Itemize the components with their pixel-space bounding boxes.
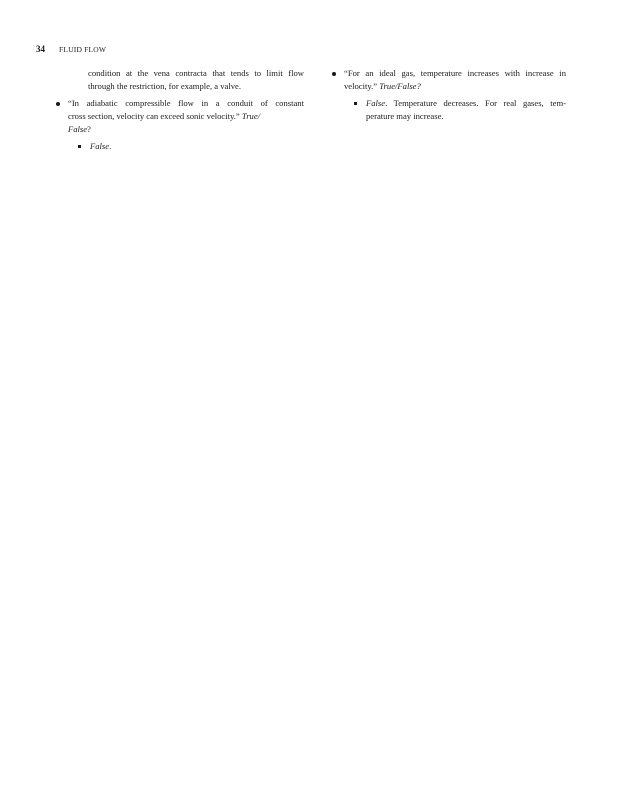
bullet-icon: [332, 72, 336, 76]
answer-item: [68, 140, 304, 153]
text-line: False?: [68, 124, 91, 135]
answer-value: False: [90, 141, 110, 152]
answer-line: False.: [90, 141, 112, 152]
text-line: “In adiabatic compressible flow in a conduit of constant: [68, 98, 304, 109]
bullet-icon: [56, 102, 60, 106]
square-bullet-icon: [78, 145, 81, 148]
section-title: FLUID FLOW: [59, 45, 107, 54]
true-false-prompt: True/False?: [379, 81, 421, 92]
text-line: cross section, velocity can exceed sonic velocity.” True/: [68, 111, 261, 122]
answer-line: False. Temperature decreases. For real gases, tem-: [366, 98, 566, 109]
right-column: [332, 67, 566, 127]
continued-paragraph: [56, 67, 304, 93]
square-bullet-icon: [354, 102, 357, 105]
text-line: through the restriction, for example, a valve.: [88, 81, 241, 92]
answer-value: False: [366, 98, 386, 109]
page-number: 34: [36, 44, 45, 54]
true-false-prompt: False: [68, 124, 88, 135]
text-line: “For an ideal gas, temperature increases with increase in: [344, 68, 566, 78]
answer-line: perature may increase.: [366, 111, 444, 122]
text-line: velocity.” True/False?: [344, 81, 421, 92]
question-item: [56, 97, 304, 153]
left-column: [56, 67, 304, 158]
question-item: [332, 67, 566, 123]
text-line: condition at the vena contracta that tends to limit flow: [88, 68, 304, 78]
answer-item: [344, 97, 566, 123]
true-false-prompt: True/: [241, 111, 261, 122]
running-head: [36, 44, 106, 54]
